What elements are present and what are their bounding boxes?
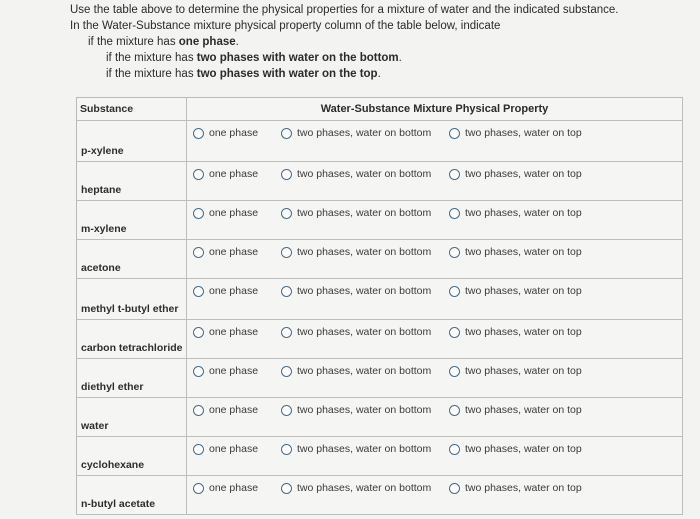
table-row [77,121,683,162]
option-label: two phases, water on bottom [297,443,432,455]
radio-circle-icon[interactable] [449,405,460,416]
radio-circle-icon[interactable] [281,128,292,139]
water-top-radio[interactable] [449,246,589,258]
radio-circle-icon[interactable] [281,169,292,180]
instruction-line-1: Use the table above to determine the physical properties for a mixture of water and the indicated substance. [70,4,619,16]
option-label: two phases, water on bottom [297,285,432,297]
substance-name: methyl t-butyl ether [77,279,187,319]
mixture-property-table [76,97,683,515]
one-phase-radio[interactable] [193,365,281,377]
water-bottom-radio[interactable] [281,246,449,258]
property-options [187,162,683,200]
option-label: one phase [209,246,259,258]
option-label: two phases, water on bottom [297,246,432,258]
table-row [77,279,683,320]
header-property: Water-Substance Mixture Physical Property [187,98,683,120]
option-label: one phase [209,207,259,219]
radio-circle-icon[interactable] [281,366,292,377]
one-phase-radio[interactable] [193,168,281,180]
one-phase-radio[interactable] [193,482,281,494]
substance-name: carbon tetrachloride [77,320,187,358]
option-label: two phases, water on bottom [297,127,432,139]
radio-circle-icon[interactable] [193,286,204,297]
one-phase-radio[interactable] [193,326,281,338]
water-bottom-radio[interactable] [281,404,449,416]
property-options [187,121,683,161]
water-top-radio[interactable] [449,482,589,494]
substance-name: water [77,398,187,436]
option-label: two phases, water on bottom [297,482,432,494]
option-label: two phases, water on top [465,285,582,297]
option-label: two phases, water on top [465,404,582,416]
radio-circle-icon[interactable] [449,366,460,377]
water-top-radio[interactable] [449,127,589,139]
option-label: two phases, water on top [465,246,582,258]
water-top-radio[interactable] [449,443,589,455]
radio-circle-icon[interactable] [281,208,292,219]
option-label: one phase [209,285,259,297]
radio-circle-icon[interactable] [449,247,460,258]
one-phase-radio[interactable] [193,246,281,258]
property-options [187,320,683,358]
property-options [187,398,683,436]
radio-circle-icon[interactable] [449,483,460,494]
option-label: two phases, water on top [465,168,582,180]
instruction-one-phase: if the mixture has one phase. [88,36,239,48]
header-substance: Substance [77,98,187,120]
water-bottom-radio[interactable] [281,482,449,494]
substance-name: heptane [77,162,187,200]
substance-name: acetone [77,240,187,278]
table-header-row [77,98,683,121]
water-bottom-radio[interactable] [281,365,449,377]
property-options [187,437,683,475]
option-label: two phases, water on bottom [297,168,432,180]
property-options [187,240,683,278]
option-label: two phases, water on top [465,207,582,219]
instructions [70,2,690,82]
property-options [187,279,683,319]
option-label: two phases, water on top [465,482,582,494]
option-label: one phase [209,168,259,180]
instruction-water-bottom: if the mixture has two phases with water on the bottom. [106,52,402,64]
radio-circle-icon[interactable] [281,444,292,455]
radio-circle-icon[interactable] [193,405,204,416]
table-row [77,162,683,201]
radio-circle-icon[interactable] [281,483,292,494]
table-row [77,437,683,476]
instruction-line-2: In the Water-Substance mixture physical property column of the table below, indicate [70,20,501,32]
one-phase-radio[interactable] [193,285,281,297]
option-label: one phase [209,365,259,377]
one-phase-radio[interactable] [193,207,281,219]
radio-circle-icon[interactable] [193,208,204,219]
radio-circle-icon[interactable] [281,327,292,338]
option-label: two phases, water on top [465,365,582,377]
option-label: two phases, water on top [465,127,582,139]
radio-circle-icon[interactable] [449,169,460,180]
one-phase-radio[interactable] [193,404,281,416]
table-row [77,398,683,437]
water-bottom-radio[interactable] [281,207,449,219]
table-row [77,240,683,279]
table-row [77,201,683,240]
radio-circle-icon[interactable] [193,483,204,494]
water-top-radio[interactable] [449,365,589,377]
radio-circle-icon[interactable] [193,247,204,258]
instruction-water-top: if the mixture has two phases with water on the top. [106,68,381,80]
radio-circle-icon[interactable] [281,247,292,258]
table-row [77,359,683,398]
radio-circle-icon[interactable] [193,169,204,180]
option-label: one phase [209,482,259,494]
radio-circle-icon[interactable] [449,286,460,297]
option-label: one phase [209,127,259,139]
table-row [77,476,683,515]
option-label: two phases, water on bottom [297,326,432,338]
water-top-radio[interactable] [449,285,589,297]
water-top-radio[interactable] [449,168,589,180]
water-bottom-radio[interactable] [281,443,449,455]
water-bottom-radio[interactable] [281,326,449,338]
radio-circle-icon[interactable] [449,327,460,338]
water-bottom-radio[interactable] [281,127,449,139]
radio-circle-icon[interactable] [281,405,292,416]
water-top-radio[interactable] [449,207,589,219]
option-label: two phases, water on bottom [297,404,432,416]
radio-circle-icon[interactable] [449,208,460,219]
option-label: two phases, water on bottom [297,207,432,219]
table-row [77,320,683,359]
property-options [187,359,683,397]
radio-circle-icon[interactable] [193,128,204,139]
water-top-radio[interactable] [449,404,589,416]
radio-circle-icon[interactable] [449,444,460,455]
radio-circle-icon[interactable] [449,128,460,139]
water-top-radio[interactable] [449,326,589,338]
radio-circle-icon[interactable] [193,444,204,455]
radio-circle-icon[interactable] [281,286,292,297]
option-label: two phases, water on top [465,443,582,455]
radio-circle-icon[interactable] [193,327,204,338]
water-bottom-radio[interactable] [281,168,449,180]
option-label: two phases, water on bottom [297,365,432,377]
substance-name: cyclohexane [77,437,187,475]
one-phase-radio[interactable] [193,443,281,455]
option-label: one phase [209,443,259,455]
option-label: one phase [209,326,259,338]
substance-name: m-xylene [77,201,187,239]
substance-name: n-butyl acetate [77,476,187,514]
substance-name: p-xylene [77,121,187,161]
property-options [187,201,683,239]
one-phase-radio[interactable] [193,127,281,139]
radio-circle-icon[interactable] [193,366,204,377]
option-label: two phases, water on top [465,326,582,338]
property-options [187,476,683,514]
substance-name: diethyl ether [77,359,187,397]
water-bottom-radio[interactable] [281,285,449,297]
option-label: one phase [209,404,259,416]
